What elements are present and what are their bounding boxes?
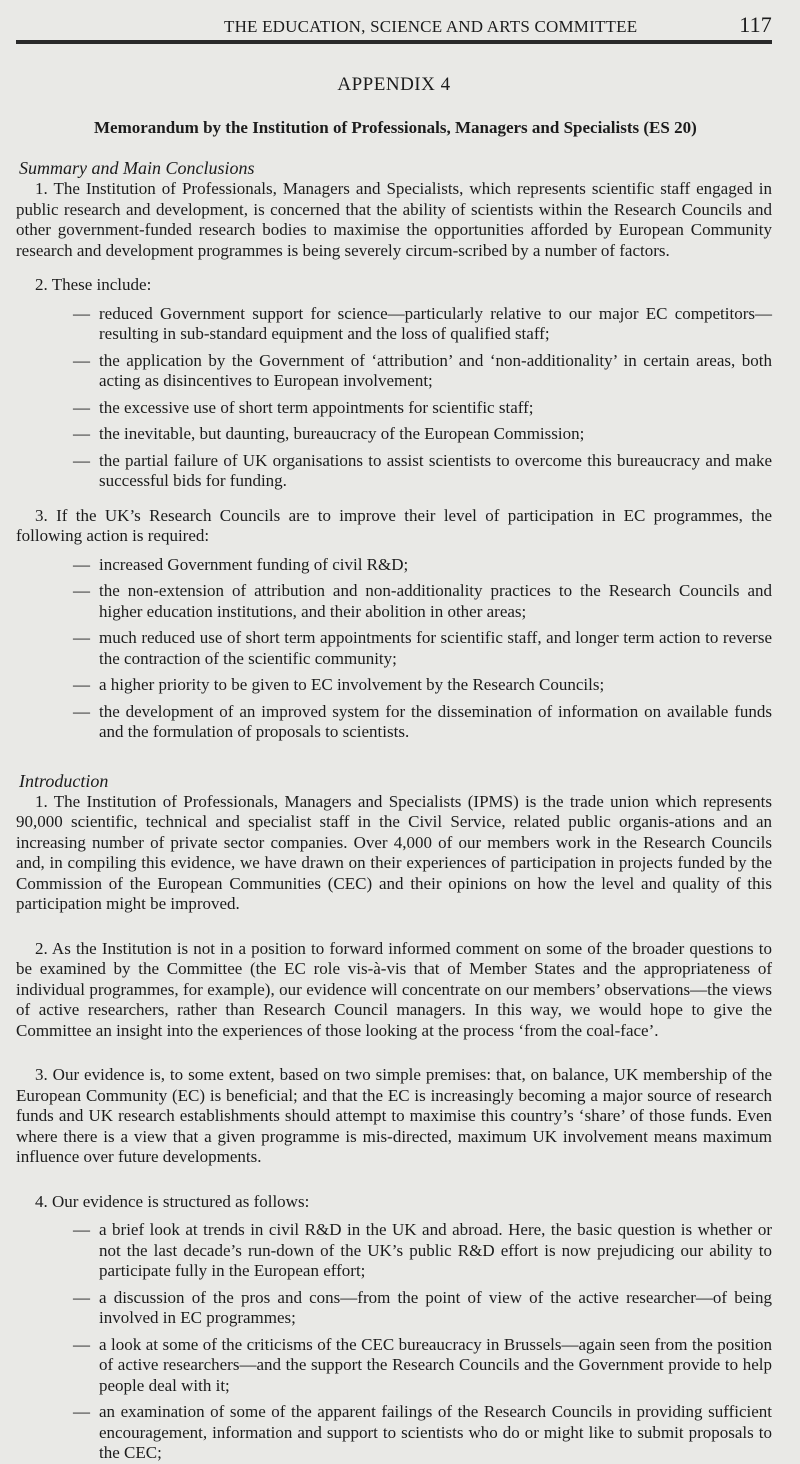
summary-list-actions bbox=[16, 555, 772, 743]
introduction-paragraph-1: 1. The Institution of Professionals, Managers and Specialists (IPMS) is the trade union which represents 90,000 scientific, technical and specialist staff in the Civil Service, related public organis-ations and an increasing number of private sector companies. Over 4,000 of our members work in the Research Councils and, in compiling this evidence, we have drawn on their experiences of participation in projects funded by the Commission of the European Communities (CEC) and their opinions on how the level and quality of this participation might be improved. bbox=[16, 791, 772, 913]
appendix-title: APPENDIX 4 bbox=[337, 74, 451, 95]
summary-paragraph-3: 3. If the UK’s Research Councils are to improve their level of participation in EC programmes, the following action is required: bbox=[16, 505, 772, 545]
summary-paragraph-1: 1. The Institution of Professionals, Managers and Specialists, which represents scientific staff engaged in public research and development, is concerned that the ability of scientists within the Research Councils and other government-funded research bodies to maximise the opportunities afforded by European Community research and development programmes is being severely circum-scribed by a number of factors. bbox=[16, 179, 772, 260]
list-item: — the application by the Government of ‘attribution’ and ‘non-additionality’ in certain areas, both acting as disincentives to European involvement; bbox=[16, 351, 772, 392]
introduction-heading: Introduction bbox=[19, 770, 109, 791]
introduction-paragraph-3: 3. Our evidence is, to some extent, based on two simple premises: that, on balance, UK membership of the European Community (EC) is beneficial; and that the EC is increasingly becoming a major source of research funds and UK research establishments should attempt to maximise this country’s ‘share’ of those funds. Even where there is a view that a given programme is mis-directed, maximum UK involvement means maximum influence over future developments. bbox=[16, 1065, 772, 1166]
list-item: — a higher priority to be given to EC involvement by the Research Councils; bbox=[16, 675, 772, 696]
summary-heading: Summary and Main Conclusions bbox=[19, 158, 255, 178]
header-rule bbox=[16, 40, 772, 44]
list-item: — reduced Government support for science—particularly relative to our major EC competitors—resulting in sub-standard equipment and the loss of qualified staff; bbox=[16, 304, 772, 345]
list-item: — a look at some of the criticisms of the CEC bureaucracy in Brussels—again seen from the position of active researchers—and the support the Research Councils and the Government provide to help people deal with it; bbox=[16, 1335, 772, 1397]
introduction-paragraph-4: 4. Our evidence is structured as follows: bbox=[35, 1191, 310, 1211]
running-title: THE EDUCATION, SCIENCE AND ARTS COMMITTEE bbox=[224, 17, 638, 36]
list-item: — an examination of some of the apparent failings of the Research Councils in providing sufficient encouragement, information and support to scientists who do or might like to submit proposals to the CEC; bbox=[16, 1402, 772, 1464]
introduction-paragraph-2: 2. As the Institution is not in a position to forward informed comment on some of the broader questions to be examined by the Committee (the EC role vis-à-vis that of Member States and the appropriateness of individual programmes, for example), our evidence will concentrate on our members’ observations—the views of active researchers, rather than Research Council managers. In this way, we would hope to give the Committee an insight into the experiences of those looking at the process ‘from the coal-face’. bbox=[16, 938, 772, 1040]
list-item: — the excessive use of short term appointments for scientific staff; bbox=[16, 398, 772, 419]
introduction-list-structure bbox=[16, 1220, 772, 1464]
list-item: — the development of an improved system for the dissemination of information on available funds and the formulation of proposals to scientists. bbox=[16, 702, 772, 743]
list-item: — a brief look at trends in civil R&D in the UK and abroad. Here, the basic question is whether or not the last decade’s run-down of the UK’s public R&D effort is now prejudicing our ability to participate fully in the European effort; bbox=[16, 1220, 772, 1282]
list-item: — a discussion of the pros and cons—from the point of view of the active researcher—of being involved in EC programmes; bbox=[16, 1288, 772, 1329]
summary-paragraph-2: 2. These include: bbox=[35, 275, 152, 294]
list-item: — increased Government funding of civil R&D; bbox=[16, 555, 772, 576]
list-item: — much reduced use of short term appointments for scientific staff, and longer term action to reverse the contraction of the scientific community; bbox=[16, 628, 772, 669]
list-item: — the inevitable, but daunting, bureaucracy of the European Commission; bbox=[16, 424, 772, 445]
list-item: — the partial failure of UK organisations to assist scientists to overcome this bureaucracy and make successful bids for funding. bbox=[16, 451, 772, 492]
memorandum-title: Memorandum by the Institution of Professionals, Managers and Specialists (ES 20) bbox=[94, 118, 697, 137]
page-number: 117 bbox=[739, 12, 772, 37]
list-item: — the non-extension of attribution and non-additionality practices to the Research Councils and higher education institutions, and their abolition in other areas; bbox=[16, 581, 772, 622]
running-header bbox=[16, 0, 772, 38]
summary-list-factors bbox=[16, 304, 772, 492]
